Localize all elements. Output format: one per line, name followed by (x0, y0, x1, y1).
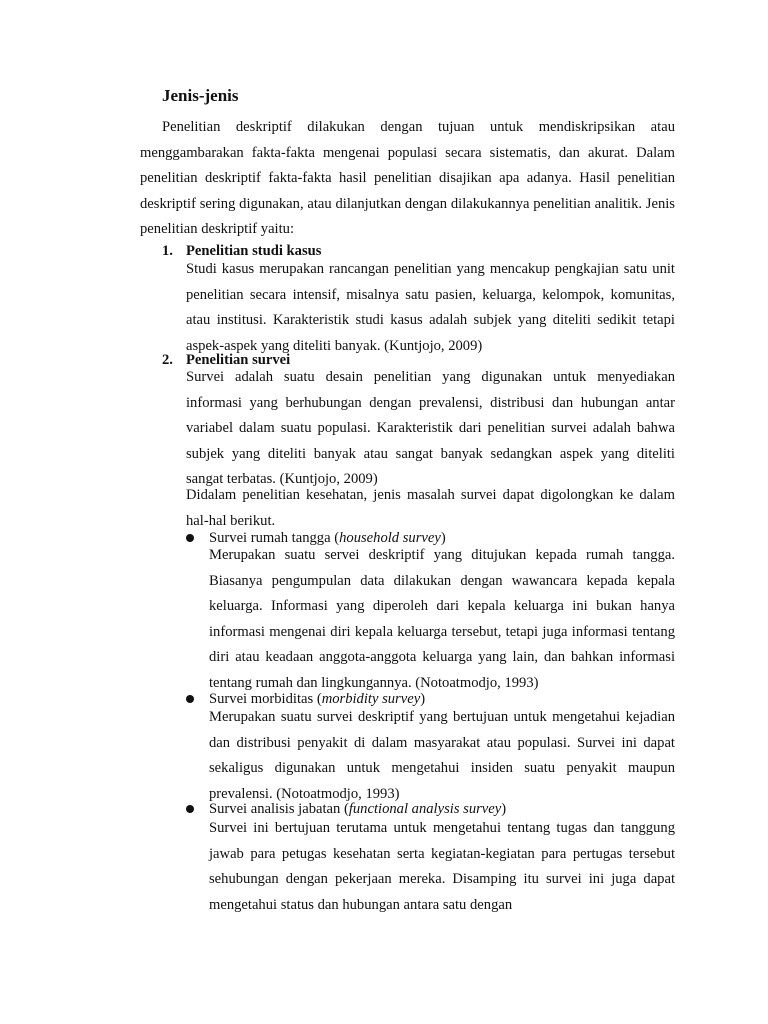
bullet-icon (186, 805, 194, 813)
list-item-2-body: Survei adalah suatu desain penelitian yang digunakan untuk menyediakan informasi yang berhubungan dengan prevalensi, distribusi dan hubungan antar variabel dalam suatu populasi. Karakteristik dari penelitian survei adalah bahwa subjek yang diteliti banyak atau sangat banyak sedangkan aspek yang diteliti sangat terbatas. (Kuntjojo, 2009) (186, 369, 675, 488)
section-heading: Jenis-jenis (162, 86, 239, 105)
bullet-body-household: Merupakan suatu servei deskriptif yang ditujukan kepada rumah tangga. Biasanya pengumpulan data dilakukan dengan wawancara kepada kepala keluarga. Informasi yang diperoleh dari kepala keluarga ini bukan hanya informasi mengenai diri kepala keluarga tersebut, tetapi juga informasi tentang diri atau keadaan anggota-anggota keluarga yang lain, dan bahkan informasi tentang rumah dan lingkungannya. (Notoatmodjo, 1993) (209, 547, 675, 691)
bullet-body-morbidity: Merupakan suatu survei deskriptif yang bertujuan untuk mengetahui kejadian dan distribusi penyakit di dalam masyarakat atau populasi. Survei ini dapat sekaligus digunakan untuk mengetahui insiden suatu penyakit maupun prevalensi. (Notoatmodjo, 1993) (209, 709, 675, 802)
list-number: 1. (162, 243, 173, 259)
list-item-1-body: Studi kasus merupakan rancangan penelitian yang mencakup pengkajian satu unit penelitian secara intensif, misalnya satu pasien, keluarga, kelompok, komunitas, atau institusi. Karakteristik studi kasus adalah subjek yang diteliti sedikit tetapi aspek-aspek yang diteliti banyak. (Kuntjojo, 2009) (186, 261, 675, 354)
bullet-icon (186, 534, 194, 542)
list-item-2-body-2: Didalam penelitian kesehatan, jenis masalah survei dapat digolongkan ke dalam hal-hal berikut. (186, 487, 675, 529)
list-number: 2. (162, 352, 173, 368)
bullet-label: Survei rumah tangga (household survey) (209, 530, 446, 546)
bullet-body-functional: Survei ini bertujuan terutama untuk mengetahui tentang tugas dan tanggung jawab para petugas kesehatan serta kegiatan-kegiatan para pertugas tersebut sehubungan dengan pekerjaan mereka. Disamping itu survei ini juga dapat mengetahui status dan hubungan antara satu dengan (209, 820, 675, 913)
bullet-label: Survei morbiditas (morbidity survey) (209, 691, 426, 707)
bullet-icon (186, 695, 194, 703)
intro-paragraph: Penelitian deskriptif dilakukan dengan tujuan untuk mendiskripsikan atau menggambarakan fakta-fakta mengenai populasi secara sistematis, dan akurat. Dalam penelitian deskriptif fakta-fakta hasil penelitian disajikan apa adanya. Hasil penelitian deskriptif sering digunakan, atau dilanjutkan dengan dilakukannya penelitian analitik. Jenis penelitian deskriptif yaitu: (140, 119, 675, 238)
list-title: Penelitian studi kasus (186, 243, 322, 259)
list-title: Penelitian survei (186, 352, 291, 368)
bullet-label: Survei analisis jabatan (functional analysis survey) (209, 801, 507, 817)
